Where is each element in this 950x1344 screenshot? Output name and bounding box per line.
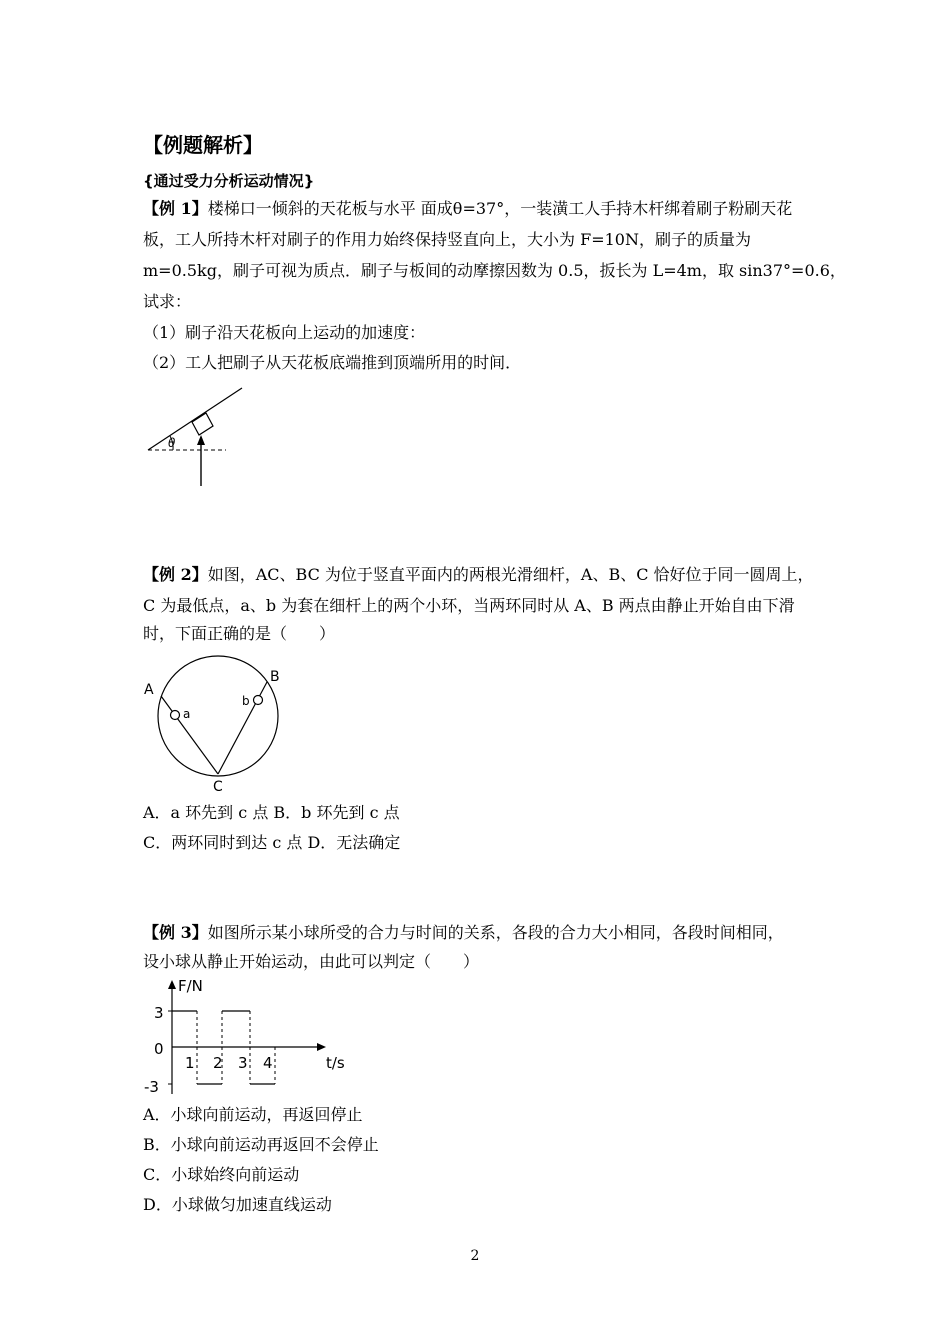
label-a: a [183, 707, 191, 721]
brush-block [192, 413, 213, 435]
example1-question-2: （2）工人把刷子从天花板底端推到顶端所用的时间． [143, 353, 522, 372]
example1-question-1: （1）刷子沿天花板向上运动的加速度： [143, 323, 426, 342]
example3-option-a: A．小球向前运动，再返回停止 [143, 1105, 363, 1124]
x-tick-4: 4 [263, 1054, 273, 1072]
example2-option-2: C．两环同时到达 c 点 D．无法确定 [143, 833, 401, 852]
y-axis-arrow [168, 980, 176, 989]
label-C: C [213, 779, 223, 795]
example1-figure [140, 382, 260, 492]
label-A: A [144, 682, 154, 698]
x-tick-3: 3 [238, 1054, 248, 1072]
label-B: B [270, 669, 280, 685]
example1-text-1: 楼梯口一倾斜的天花板与水平 面成θ=37°，一装潢工人手持木杆绑着刷子粉刷天花 [207, 199, 793, 218]
subsection-heading: {通过受力分析运动情况} [143, 172, 315, 190]
page-number: 2 [470, 1248, 480, 1264]
example2-line-3: 时，下面正确的是（ ） [143, 624, 336, 643]
ring-b [254, 696, 263, 705]
example3-option-d: D．小球做匀加速直线运动 [143, 1195, 332, 1214]
example1-line-3: m=0.5kg，刷子可视为质点．刷子与板间的动摩擦因数为 0.5，扳长为 L=4m，取 sin37°=0.6， [143, 261, 846, 280]
example3-option-c: C．小球始终向前运动 [143, 1165, 300, 1184]
example3-option-b: B．小球向前运动再返回不会停止 [143, 1135, 379, 1154]
ring-a [171, 711, 180, 720]
example3-line-1 [143, 922, 784, 944]
example2-tag: 【例 2】 [143, 565, 208, 584]
y-tick-0: 0 [154, 1040, 164, 1058]
section-title: 【例题解析】 [143, 133, 263, 157]
force-arrow-head [197, 435, 205, 445]
x-axis-label: t/s [326, 1054, 345, 1072]
x-tick-1: 1 [185, 1054, 195, 1072]
example3-figure [140, 976, 370, 1100]
example2-option-1: A．a 环先到 c 点 B．b 环先到 c 点 [143, 803, 400, 822]
x-axis-arrow [317, 1043, 326, 1051]
example2-line-1 [143, 564, 814, 586]
ceiling-incline [148, 388, 242, 450]
y-tick-3: 3 [154, 1004, 164, 1022]
example1-tag: 【例 1】 [143, 199, 208, 218]
label-b: b [242, 694, 250, 708]
example3-line-2: 设小球从静止开始运动，由此可以判定（ ） [143, 952, 480, 971]
example2-figure [140, 652, 300, 796]
example3-tag: 【例 3】 [143, 923, 208, 942]
example1-line-2: 板，工人所持木杆对刷子的作用力始终保持竖直向上，大小为 F=10N，刷子的质量为 [143, 230, 751, 249]
example2-text-1: 如图，AC、BC 为位于竖直平面内的两根光滑细杆，A、B、C 恰好位于同一圆周上， [207, 565, 814, 584]
y-axis-label: F/N [178, 977, 203, 995]
example1-line-4: 试求： [143, 292, 192, 311]
y-tick-minus-3: -3 [144, 1078, 159, 1096]
example3-text-1: 如图所示某小球所受的合力与时间的关系，各段的合力大小相同，各段时间相同， [207, 923, 784, 942]
angle-label: θ [168, 436, 176, 450]
example1-line-1 [143, 198, 792, 220]
example2-line-2: C 为最低点，a、b 为套在细杆上的两个小环，当两环同时从 A、B 两点由静止开始自由下滑 [143, 596, 795, 615]
x-tick-2: 2 [213, 1054, 223, 1072]
